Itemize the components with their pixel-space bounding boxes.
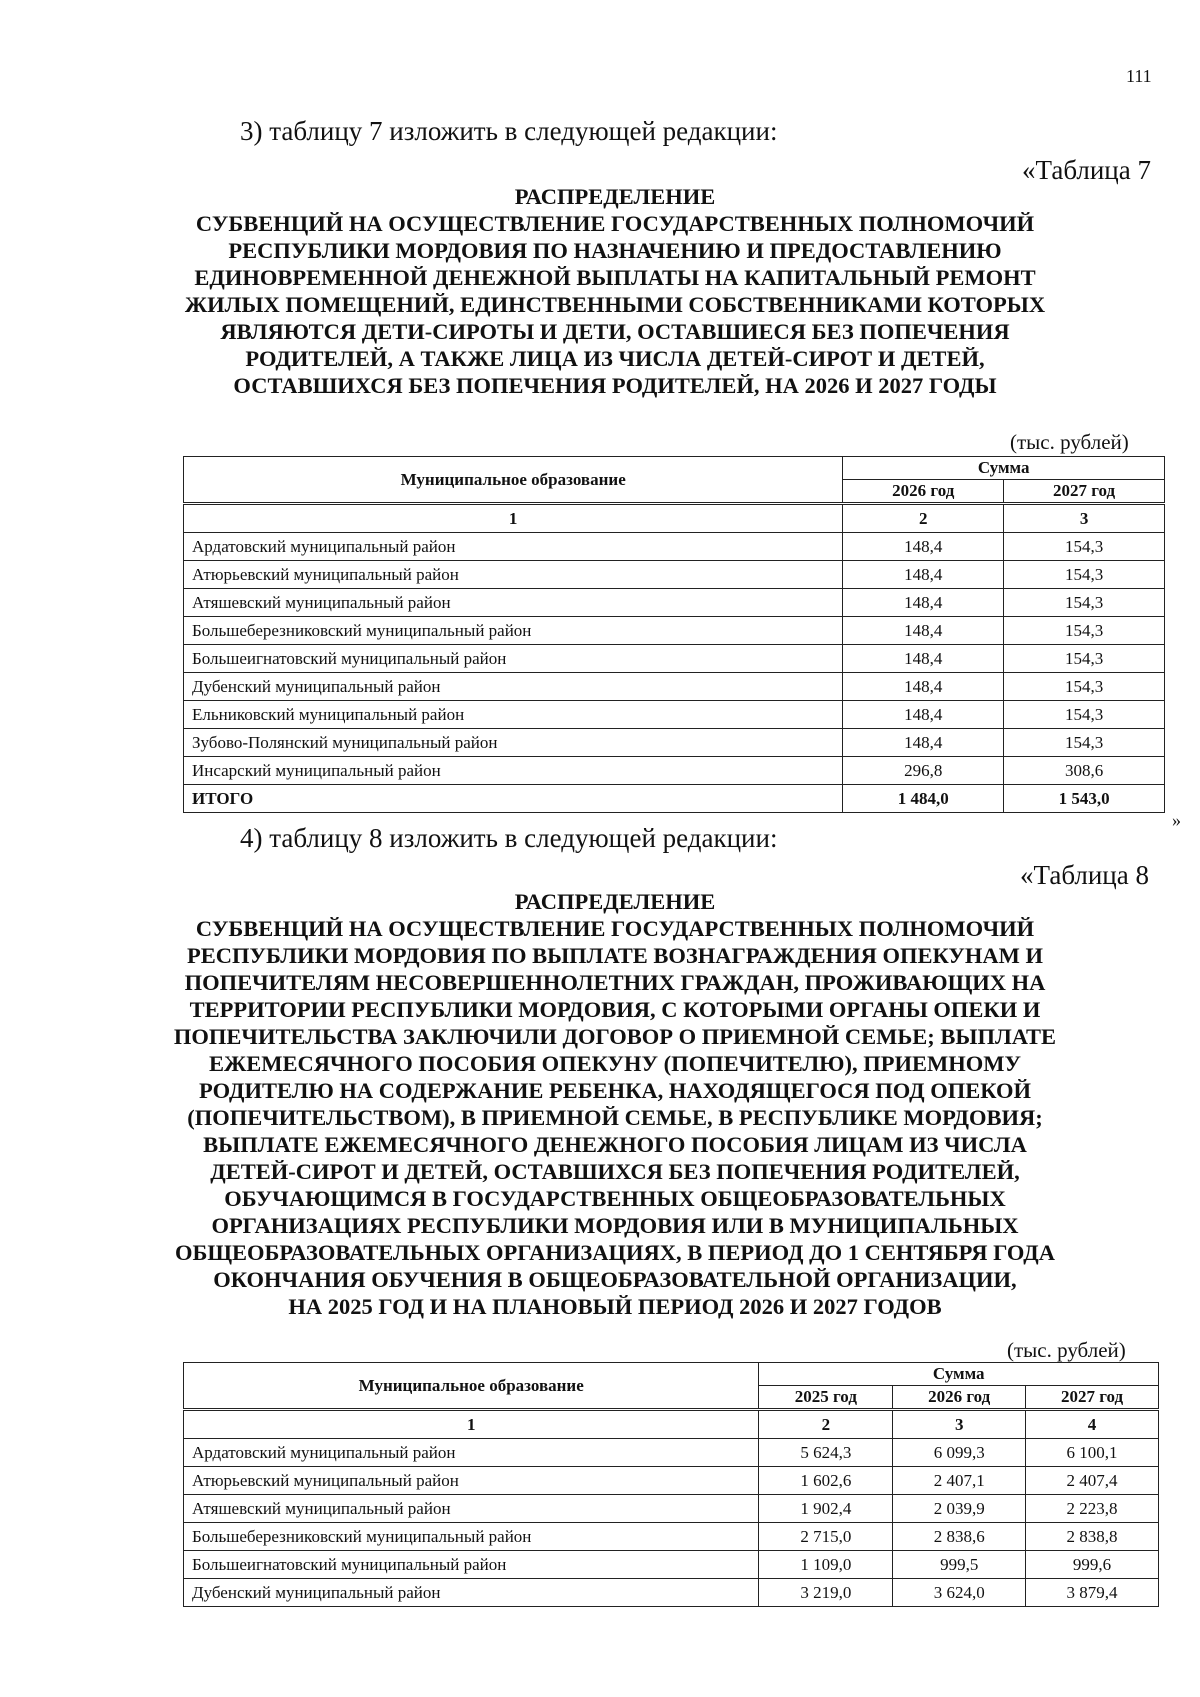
- table7-unit: (тыс. рублей): [1010, 430, 1129, 454]
- amount-cell: 154,3: [1004, 617, 1165, 645]
- municipality-name: Большеигнатовский муниципальный район: [184, 645, 843, 673]
- table-row: [184, 561, 1165, 589]
- table-row: [184, 589, 1165, 617]
- table8-unit: (тыс. рублей): [1007, 1338, 1126, 1362]
- table7-closing-quote: »: [1172, 810, 1181, 830]
- amount-cell: 296,8: [843, 757, 1004, 785]
- amount-cell: 2 223,8: [1026, 1495, 1159, 1523]
- amount-cell: 1 109,0: [759, 1551, 893, 1579]
- amount-cell: 3 879,4: [1026, 1579, 1159, 1607]
- amount-cell: 6 099,3: [893, 1439, 1026, 1467]
- heading-line: РАСПРЕДЕЛЕНИЕ: [514, 889, 716, 914]
- municipality-name: Дубенский муниципальный район: [184, 1579, 759, 1607]
- table-row: [184, 617, 1165, 645]
- table8-header-year: 2025 год: [759, 1386, 893, 1410]
- municipality-name: Атяшевский муниципальный район: [184, 589, 843, 617]
- total-amount: 1 543,0: [1004, 785, 1165, 813]
- amount-cell: 154,3: [1004, 673, 1165, 701]
- municipality-name: Ельниковский муниципальный район: [184, 701, 843, 729]
- section3-instruction: 3) таблицу 7 изложить в следующей редакции:: [240, 116, 778, 146]
- column-number: 2: [843, 504, 1004, 533]
- heading-line: СУБВЕНЦИЙ НА ОСУЩЕСТВЛЕНИЕ ГОСУДАРСТВЕННЫХ ПОЛНОМОЧИЙ: [195, 916, 1035, 941]
- heading-line: СУБВЕНЦИЙ НА ОСУЩЕСТВЛЕНИЕ ГОСУДАРСТВЕННЫХ ПОЛНОМОЧИЙ: [195, 211, 1035, 236]
- amount-cell: 154,3: [1004, 589, 1165, 617]
- heading-line: РАСПРЕДЕЛЕНИЕ: [514, 184, 716, 209]
- column-number: 2: [759, 1410, 893, 1439]
- amount-cell: 2 407,1: [893, 1467, 1026, 1495]
- amount-cell: 154,3: [1004, 701, 1165, 729]
- amount-cell: 148,4: [843, 589, 1004, 617]
- table-row: [184, 533, 1165, 561]
- column-number: 3: [1004, 504, 1165, 533]
- column-number: 1: [184, 504, 843, 533]
- municipality-name: Инсарский муниципальный район: [184, 757, 843, 785]
- total-amount: 1 484,0: [843, 785, 1004, 813]
- municipality-name: Большеберезниковский муниципальный район: [184, 617, 843, 645]
- heading-line: РОДИТЕЛЕЙ, А ТАКЖЕ ЛИЦА ИЗ ЧИСЛА ДЕТЕЙ-СИРОТ И ДЕТЕЙ,: [245, 346, 985, 371]
- table-row: [184, 645, 1165, 673]
- table7-heading: [160, 183, 1070, 399]
- municipality-name: Большеберезниковский муниципальный район: [184, 1523, 759, 1551]
- amount-cell: 2 838,8: [1026, 1523, 1159, 1551]
- municipality-name: Большеигнатовский муниципальный район: [184, 1551, 759, 1579]
- table8-header-year: 2026 год: [893, 1386, 1026, 1410]
- amount-cell: 148,4: [843, 701, 1004, 729]
- table7-header-year: 2026 год: [843, 480, 1004, 504]
- amount-cell: 148,4: [843, 729, 1004, 757]
- amount-cell: 154,3: [1004, 561, 1165, 589]
- table7: [183, 456, 1165, 813]
- municipality-name: Дубенский муниципальный район: [184, 673, 843, 701]
- amount-cell: 148,4: [843, 533, 1004, 561]
- amount-cell: 999,6: [1026, 1551, 1159, 1579]
- column-number-row: [184, 1410, 1159, 1439]
- table-row: [184, 1579, 1159, 1607]
- heading-line: ДЕТЕЙ-СИРОТ И ДЕТЕЙ, ОСТАВШИХСЯ БЕЗ ПОПЕЧЕНИЯ РОДИТЕЛЕЙ,: [210, 1159, 1020, 1184]
- heading-line: ОСТАВШИХСЯ БЕЗ ПОПЕЧЕНИЯ РОДИТЕЛЕЙ, НА 2026 И 2027 ГОДЫ: [233, 373, 997, 398]
- section4-instruction: 4) таблицу 8 изложить в следующей редакции:: [240, 823, 778, 853]
- amount-cell: 2 715,0: [759, 1523, 893, 1551]
- municipality-name: Зубово-Полянский муниципальный район: [184, 729, 843, 757]
- table8-header-year: 2027 год: [1026, 1386, 1159, 1410]
- amount-cell: 999,5: [893, 1551, 1026, 1579]
- table7-header-sum: Сумма: [843, 457, 1165, 480]
- heading-line: ПОПЕЧИТЕЛЯМ НЕСОВЕРШЕННОЛЕТНИХ ГРАЖДАН, ПРОЖИВАЮЩИХ НА: [184, 970, 1046, 995]
- municipality-name: Ардатовский муниципальный район: [184, 533, 843, 561]
- municipality-name: Атюрьевский муниципальный район: [184, 561, 843, 589]
- heading-line: ЯВЛЯЮТСЯ ДЕТИ-СИРОТЫ И ДЕТИ, ОСТАВШИЕСЯ БЕЗ ПОПЕЧЕНИЯ: [220, 319, 1010, 344]
- amount-cell: 154,3: [1004, 645, 1165, 673]
- table7-header-municipality: Муниципальное образование: [184, 457, 843, 504]
- amount-cell: 1 602,6: [759, 1467, 893, 1495]
- heading-line: ПОПЕЧИТЕЛЬСТВА ЗАКЛЮЧИЛИ ДОГОВОР О ПРИЕМНОЙ СЕМЬЕ; ВЫПЛАТЕ: [173, 1024, 1057, 1049]
- table-row: [184, 1439, 1159, 1467]
- table7-label: «Таблица 7: [1022, 155, 1151, 185]
- table8-header-sum: Сумма: [759, 1363, 1159, 1386]
- municipality-name: Атяшевский муниципальный район: [184, 1495, 759, 1523]
- table-row: [184, 729, 1165, 757]
- amount-cell: 148,4: [843, 617, 1004, 645]
- amount-cell: 6 100,1: [1026, 1439, 1159, 1467]
- heading-line: ЖИЛЫХ ПОМЕЩЕНИЙ, ЕДИНСТВЕННЫМИ СОБСТВЕННИКАМИ КОТОРЫХ: [184, 292, 1046, 317]
- table8-heading: [160, 888, 1070, 1320]
- amount-cell: 1 902,4: [759, 1495, 893, 1523]
- municipality-name: Ардатовский муниципальный район: [184, 1439, 759, 1467]
- amount-cell: 148,4: [843, 645, 1004, 673]
- table-row: [184, 757, 1165, 785]
- heading-line: ОБЩЕОБРАЗОВАТЕЛЬНЫХ ОРГАНИЗАЦИЯХ, В ПЕРИОД ДО 1 СЕНТЯБРЯ ГОДА: [174, 1240, 1056, 1265]
- total-label: ИТОГО: [184, 785, 843, 813]
- page-number: 111: [1126, 66, 1152, 86]
- table8: [183, 1362, 1159, 1607]
- heading-line: ОБУЧАЮЩИМСЯ В ГОСУДАРСТВЕННЫХ ОБЩЕОБРАЗОВАТЕЛЬНЫХ: [224, 1186, 1006, 1211]
- amount-cell: 5 624,3: [759, 1439, 893, 1467]
- heading-line: (ПОПЕЧИТЕЛЬСТВОМ), В ПРИЕМНОЙ СЕМЬЕ, В РЕСПУБЛИКЕ МОРДОВИЯ;: [187, 1105, 1043, 1130]
- table-row: [184, 1523, 1159, 1551]
- table-row: [184, 1495, 1159, 1523]
- heading-line: НА 2025 ГОД И НА ПЛАНОВЫЙ ПЕРИОД 2026 И 2027 ГОДОВ: [288, 1294, 942, 1319]
- heading-line: ОКОНЧАНИЯ ОБУЧЕНИЯ В ОБЩЕОБРАЗОВАТЕЛЬНОЙ ОРГАНИЗАЦИИ,: [213, 1267, 1017, 1292]
- amount-cell: 154,3: [1004, 533, 1165, 561]
- column-number: 1: [184, 1410, 759, 1439]
- column-number: 3: [893, 1410, 1026, 1439]
- table-row: [184, 673, 1165, 701]
- amount-cell: 2 838,6: [893, 1523, 1026, 1551]
- amount-cell: 148,4: [843, 673, 1004, 701]
- heading-line: РОДИТЕЛЮ НА СОДЕРЖАНИЕ РЕБЕНКА, НАХОДЯЩЕГОСЯ ПОД ОПЕКОЙ: [198, 1078, 1032, 1103]
- table8-header-municipality: Муниципальное образование: [184, 1363, 759, 1410]
- heading-line: ОРГАНИЗАЦИЯХ РЕСПУБЛИКИ МОРДОВИЯ ИЛИ В МУНИЦИПАЛЬНЫХ: [211, 1213, 1019, 1238]
- heading-line: РЕСПУБЛИКИ МОРДОВИЯ ПО ВЫПЛАТЕ ВОЗНАГРАЖДЕНИЯ ОПЕКУНАМ И: [186, 943, 1044, 968]
- heading-line: ТЕРРИТОРИИ РЕСПУБЛИКИ МОРДОВИЯ, С КОТОРЫМИ ОРГАНЫ ОПЕКИ И: [189, 997, 1041, 1022]
- table-row: [184, 1467, 1159, 1495]
- amount-cell: 3 219,0: [759, 1579, 893, 1607]
- heading-line: ЕДИНОВРЕМЕННОЙ ДЕНЕЖНОЙ ВЫПЛАТЫ НА КАПИТАЛЬНЫЙ РЕМОНТ: [194, 265, 1036, 290]
- total-row: [184, 785, 1165, 813]
- amount-cell: 148,4: [843, 561, 1004, 589]
- amount-cell: 2 407,4: [1026, 1467, 1159, 1495]
- table-row: [184, 1551, 1159, 1579]
- table7-header-year: 2027 год: [1004, 480, 1165, 504]
- table8-label: «Таблица 8: [1020, 860, 1149, 890]
- table-row: [184, 701, 1165, 729]
- amount-cell: 308,6: [1004, 757, 1165, 785]
- heading-line: ЕЖЕМЕСЯЧНОГО ПОСОБИЯ ОПЕКУНУ (ПОПЕЧИТЕЛЮ), ПРИЕМНОМУ: [208, 1051, 1022, 1076]
- heading-line: ВЫПЛАТЕ ЕЖЕМЕСЯЧНОГО ДЕНЕЖНОГО ПОСОБИЯ ЛИЦАМ ИЗ ЧИСЛА: [203, 1132, 1027, 1157]
- amount-cell: 154,3: [1004, 729, 1165, 757]
- column-number-row: [184, 504, 1165, 533]
- amount-cell: 2 039,9: [893, 1495, 1026, 1523]
- municipality-name: Атюрьевский муниципальный район: [184, 1467, 759, 1495]
- amount-cell: 3 624,0: [893, 1579, 1026, 1607]
- column-number: 4: [1026, 1410, 1159, 1439]
- heading-line: РЕСПУБЛИКИ МОРДОВИЯ ПО НАЗНАЧЕНИЮ И ПРЕДОСТАВЛЕНИЮ: [228, 238, 1002, 263]
